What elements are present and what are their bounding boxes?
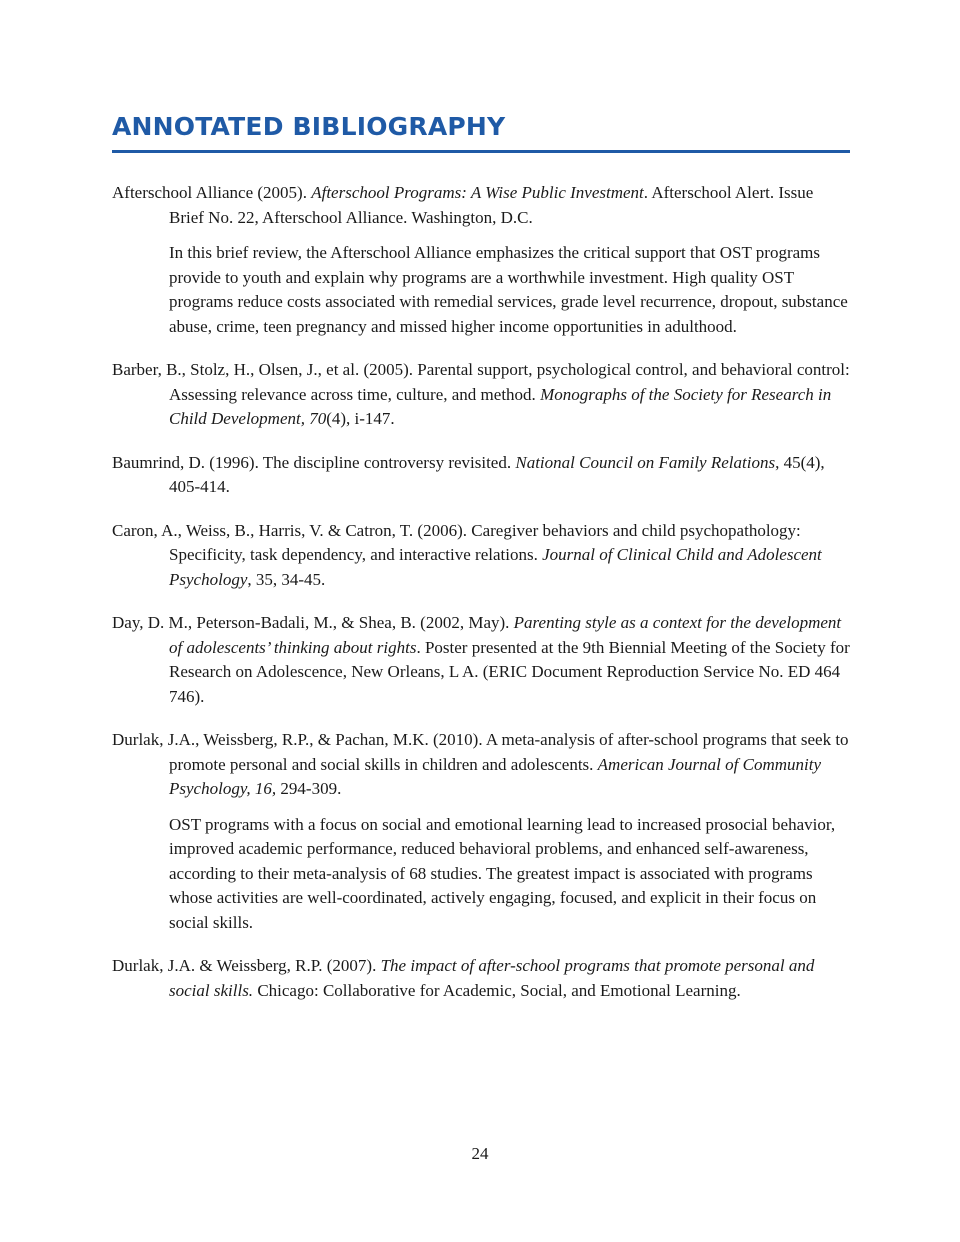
bibliography-list — [112, 181, 850, 1022]
citation-text: . Afterschool Alert. Issue Brief No. 22, Afterschool Alliance. Washington, D.C. — [169, 183, 814, 227]
page-number: 24 — [471, 1144, 489, 1163]
bibliography-reference — [112, 954, 850, 1003]
bibliography-reference — [112, 181, 850, 230]
citation-text: . Poster presented at the 9th Biennial Meeting of the Society for Research on Adolescence, New Orleans, L A. (ERIC Document Reproduction Service No. ED 464 746). — [169, 637, 850, 706]
bibliography-reference — [112, 519, 850, 593]
citation-text: Caron, A., Weiss, B., Harris, V. & Catron, T. (2006). Caregiver behaviors and child psychopathology: Specificity, task dependency, and interactive relations. — [112, 520, 801, 564]
citation-title: American Journal of Community Psychology, 16, — [169, 754, 822, 798]
citation-text: Day, D. M., Peterson-Badali, M., & Shea, B. (2002, May). — [112, 613, 514, 632]
citation-text: Barber, B., Stolz, H., Olsen, J., et al. (2005). Parental support, psychological control, and behavioral control: Assessing relevance across time, culture, and method. — [112, 360, 850, 404]
page-title: ANNOTATED BIBLIOGRAPHY — [112, 112, 506, 141]
citation-text: 294-309. — [276, 779, 342, 798]
citation-text: , 35, 34-45. — [247, 569, 326, 589]
citation-title: Journal of Clinical Child and Adolescent Psychology — [169, 545, 822, 589]
citation-text: Afterschool Alliance (2005). — [112, 183, 312, 202]
bibliography-annotation: In this brief review, the Afterschool Alliance emphasizes the critical support that OST programs provide to youth and explain why programs are a worthwhile investment. High quality OST programs reduce costs associated with remedial services, grade level recurrence, dropout, substance abuse, crime, teen pregnancy and missed higher income opportunities in adulthood. — [169, 243, 848, 336]
citation-text: , 45(4), 405-414. — [169, 452, 825, 496]
heading-divider — [112, 150, 850, 153]
bibliography-annotation: OST programs with a focus on social and emotional learning lead to increased prosocial behavior, improved academic performance, reduced behavioral problems, and enhanced self-awareness, according to their meta-analysis of 68 studies. The greatest impact is associated with programs whose activities are well-coordinated, actively engaging, focused, and explicit in their focus on social skills. — [169, 814, 836, 932]
citation-text: Baumrind, D. (1996). The discipline controversy revisited. — [112, 452, 516, 472]
citation-title: Monographs of the Society for Research in Child Development, 70 — [169, 384, 832, 428]
bibliography-reference — [112, 611, 850, 709]
bibliography-reference — [112, 728, 850, 802]
citation-title: The impact of after-school programs that promote personal and social skills. — [169, 956, 815, 1000]
citation-text: (4), i-147. — [326, 409, 395, 428]
citation-text: Chicago: Collaborative for Academic, Social, and Emotional Learning. — [253, 980, 741, 1000]
citation-title: National Council on Family Relations — [515, 452, 776, 472]
citation-title: Parenting style as a context for the development of adolescents’ thinking about rights — [169, 613, 842, 657]
citation-text: Durlak, J.A. & Weissberg, R.P. (2007). — [112, 956, 381, 975]
citation-text: Durlak, J.A., Weissberg, R.P., & Pachan, M.K. (2010). A meta-analysis of after-school programs that seek to promote personal and social skills in children and adolescents. — [112, 730, 849, 774]
bibliography-reference — [112, 358, 850, 432]
bibliography-reference — [112, 451, 850, 500]
citation-title: Afterschool Programs: A Wise Public Investment — [311, 183, 644, 202]
